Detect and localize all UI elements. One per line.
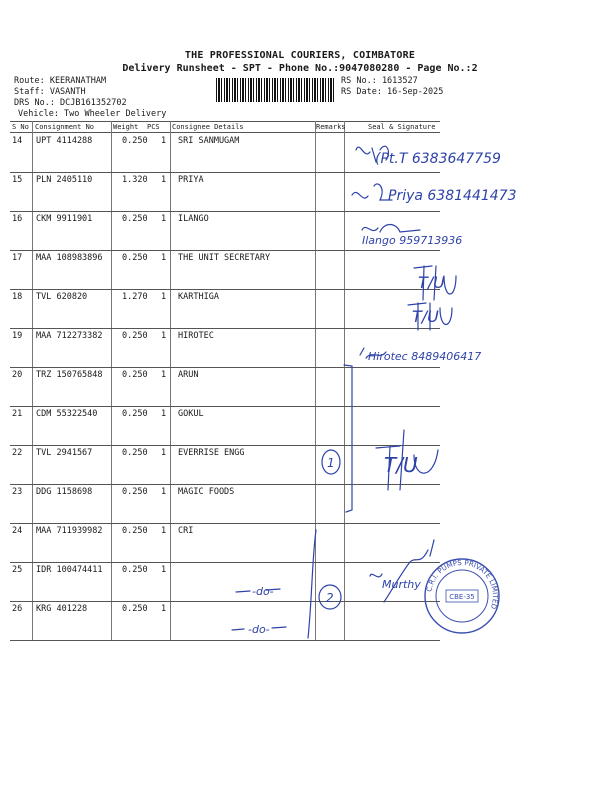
row-cell-weight: 0.250 <box>122 253 148 263</box>
row-cell-weight: 0.250 <box>122 604 148 614</box>
bracket-line <box>308 530 316 638</box>
document-title: THE PROFESSIONAL COURIERS, COIMBATORE <box>184 50 416 61</box>
row-cell-sno: 21 <box>12 409 23 419</box>
sig-row25 <box>370 540 434 602</box>
rs-date: RS Date: 16-Sep-2025 <box>341 87 444 97</box>
row-cell-cn: MAA 108983896 <box>36 253 103 263</box>
row-cell-name: MAGIC FOODS <box>178 487 235 497</box>
row-cell-sno: 24 <box>12 526 23 536</box>
row-cell-name: EVERRISE ENGG <box>178 448 245 458</box>
document-subtitle: Delivery Runsheet - SPT - Phone No.:9047080280 - Page No.:2 <box>122 63 478 74</box>
row-cell-pcs: 1 <box>161 565 167 575</box>
handwriting-row17-mark: T/U <box>418 273 445 292</box>
row-cell-weight: 0.250 <box>122 331 148 341</box>
row-cell-sno: 19 <box>12 331 23 341</box>
handwriting-row16: Ilango 959713936 <box>362 234 463 247</box>
row-cell-pcs: 1 <box>161 253 167 263</box>
row-cell-pcs: 1 <box>161 214 167 224</box>
handwriting-row25-sig: Murthy <box>382 578 421 591</box>
row-cell-weight: 0.250 <box>122 409 148 419</box>
row-cell-name: HIROTEC <box>178 331 214 341</box>
row-cell-weight: 1.320 <box>122 175 148 185</box>
row-cell-cn: TVL 2941567 <box>36 448 93 458</box>
row-cell-weight: 0.250 <box>122 136 148 146</box>
row-cell-name: CRI <box>178 526 194 536</box>
stamp-center-text: CBE-35 <box>449 593 475 601</box>
header-remarks: Remarks <box>316 123 346 131</box>
handwriting-remark-1: 1 <box>327 456 335 470</box>
stamp-ring-text: C.R.I. PUMPS PRIVATE LIMITED <box>425 558 500 611</box>
bracket-mark <box>344 365 352 512</box>
row-cell-cn: CKM 9911901 <box>36 214 93 224</box>
header-seal: Seal & Signature <box>368 123 436 131</box>
handwriting-row15: Priya 6381441473 <box>388 188 517 204</box>
row-cell-cn: IDR 100474411 <box>36 565 103 575</box>
row-cell-name: GOKUL <box>178 409 204 419</box>
row-cell-name: PRIYA <box>178 175 204 185</box>
row-cell-pcs: 1 <box>161 370 167 380</box>
row-cell-sno: 25 <box>12 565 23 575</box>
row-cell-weight: 1.270 <box>122 292 148 302</box>
row-cell-sno: 17 <box>12 253 23 263</box>
row-cell-weight: 0.250 <box>122 214 148 224</box>
row-cell-pcs: 1 <box>161 409 167 419</box>
drs-number: DRS No.: DCJB161352702 <box>14 98 127 108</box>
row-cell-cn: TRZ 150765848 <box>36 370 103 380</box>
row-cell-sno: 26 <box>12 604 23 614</box>
row-cell-weight: 0.250 <box>122 526 148 536</box>
sig-row16-mark <box>362 225 420 233</box>
row-cell-name: ILANGO <box>178 214 209 224</box>
row-cell-cn: CDM 55322540 <box>36 409 98 419</box>
header-consignee: Consignee Details <box>172 123 244 131</box>
row-cell-pcs: 1 <box>161 175 167 185</box>
staff-label: Staff: VASANTH <box>14 87 86 97</box>
header-pcs: PCS <box>147 123 160 131</box>
handwriting-row19: Hirotec 8489406417 <box>368 350 482 363</box>
row-cell-name: THE UNIT SECRETARY <box>178 253 271 263</box>
row-cell-pcs: 1 <box>161 526 167 536</box>
rs-number: RS No.: 1613527 <box>341 76 418 86</box>
row-cell-cn: MAA 712273382 <box>36 331 103 341</box>
row-cell-sno: 15 <box>12 175 23 185</box>
row-cell-sno: 16 <box>12 214 23 224</box>
handwriting-row18-mark: T/U <box>412 307 439 326</box>
sig-row15-mark <box>352 184 392 200</box>
row-cell-cn: UPT 4114288 <box>36 136 93 146</box>
row-cell-name: SRI SANMUGAM <box>178 136 240 146</box>
route-label: Route: KEERANATHAM <box>14 76 107 86</box>
row-cell-pcs: 1 <box>161 136 167 146</box>
handwriting-ditto-2: -do- <box>248 623 270 636</box>
header-sno: S No <box>12 123 29 131</box>
row-cell-weight: 0.250 <box>122 448 148 458</box>
company-stamp <box>425 559 499 633</box>
row-cell-sno: 14 <box>12 136 23 146</box>
header-weight: Weight <box>113 123 139 131</box>
row-cell-weight: 0.250 <box>122 370 148 380</box>
row-cell-cn: TVL 620820 <box>36 292 88 302</box>
row-cell-weight: 0.250 <box>122 565 148 575</box>
handwriting-row14: (Pt.T 6383647759 <box>375 151 501 167</box>
row-cell-pcs: 1 <box>161 448 167 458</box>
row-cell-cn: PLN 2405110 <box>36 175 93 185</box>
row-cell-sno: 22 <box>12 448 23 458</box>
row-cell-weight: 0.250 <box>122 487 148 497</box>
row-cell-cn: MAA 711939982 <box>36 526 103 536</box>
row-cell-pcs: 1 <box>161 604 167 614</box>
row-cell-sno: 18 <box>12 292 23 302</box>
row-cell-pcs: 1 <box>161 487 167 497</box>
row-cell-sno: 23 <box>12 487 23 497</box>
handwriting-ditto-1: -do- <box>252 585 274 598</box>
row-cell-pcs: 1 <box>161 292 167 302</box>
row-cell-pcs: 1 <box>161 331 167 341</box>
handwriting-remark-2: 2 <box>326 591 334 605</box>
header-consignment: Consignment No <box>35 123 95 131</box>
vehicle-label: Vehicle: Two Wheeler Delivery <box>18 109 167 119</box>
row-cell-name: KARTHIGA <box>178 292 219 302</box>
row-cell-cn: KRG 401228 <box>36 604 88 614</box>
row-cell-name: ARUN <box>178 370 199 380</box>
row-cell-cn: DDG 1158698 <box>36 487 93 497</box>
row-cell-sno: 20 <box>12 370 23 380</box>
handwriting-row22-mark: T/U <box>384 453 418 477</box>
